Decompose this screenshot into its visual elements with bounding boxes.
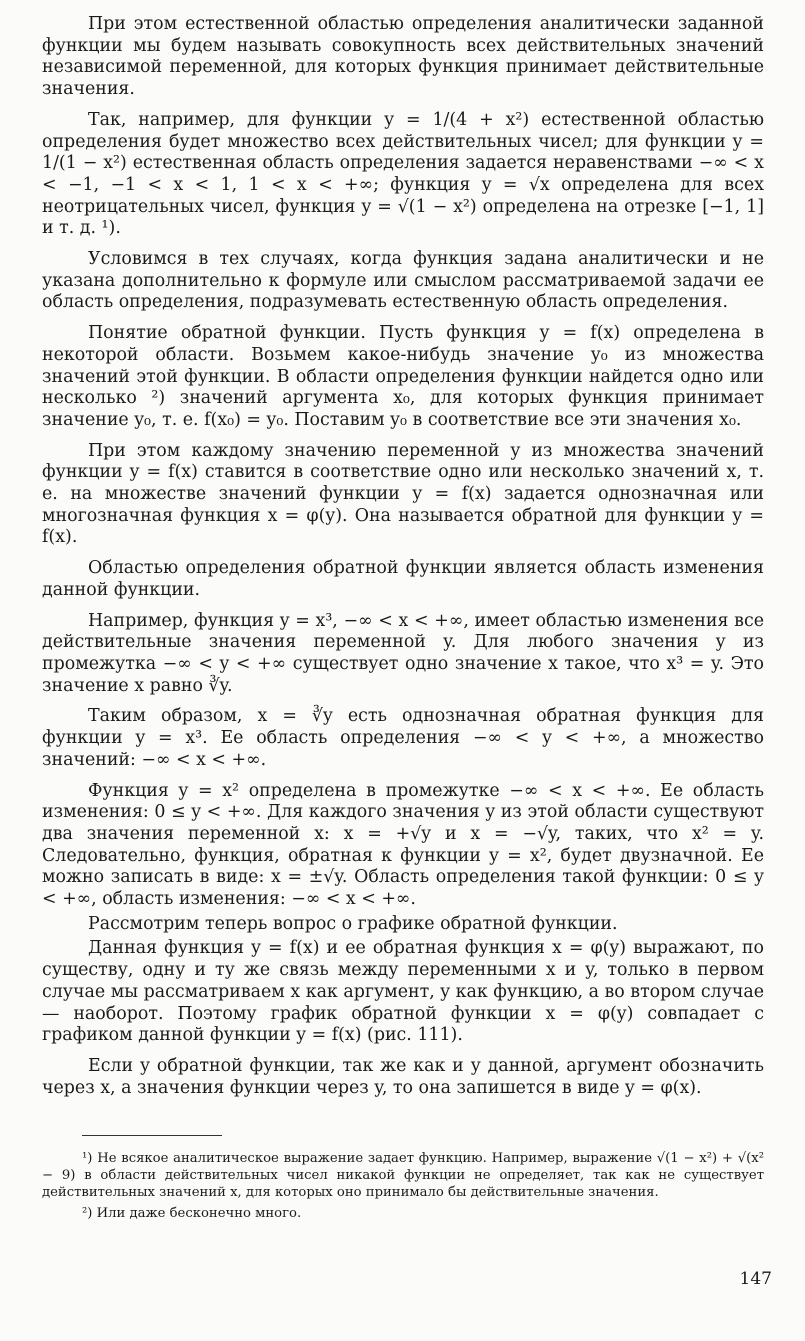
paragraph-notation: Если у обратной функции, так же как и у данной, аргумент обозначить через x, а значения функции через y, то она запишется в виде y = φ(x). bbox=[42, 1055, 764, 1098]
paragraph-inverse-function-correspondence: При этом каждому значению переменной y из множества значений функции y = f(x) ставится в соответствие одно или несколько значений x, т. е. на множестве значений функции y = f(x) задается однозначная или многозначная функция x = φ(y). Она называется обратной для функции y = f(x). bbox=[42, 440, 764, 548]
paragraph-cube-root-inverse: Таким образом, x = ∛y есть однозначная обратная функция для функции y = x³. Ее область определения −∞ < y < +∞, а множество значений: −∞ < x < +∞. bbox=[42, 706, 764, 770]
paragraph-cube-example: Например, функция y = x³, −∞ < x < +∞, имеет областью изменения все действительные значения переменной y. Для любого значения y из промежутка −∞ < y < +∞ существует одно значение x такое, что x³ = y. Это значение x равно ∛y. bbox=[42, 610, 764, 696]
paragraph-natural-domain-definition: При этом естественной областью определения аналитически заданной функции мы будем называть совокупность всех действительных значений независимой переменной, для которых функция принимает действительные значения. bbox=[42, 14, 764, 100]
footnote-divider bbox=[82, 1135, 222, 1136]
page-number: 147 bbox=[739, 1269, 772, 1289]
paragraph-inverse-function-concept: Понятие обратной функции. Пусть функция y = f(x) определена в некоторой области. Возьмем какое-нибудь значение y₀ из множества значений этой функции. В области определения функции найдется одно или несколько ²) значений аргумента x₀, для которых функция принимает значение y₀, т. е. f(x₀) = y₀. Поставим y₀ в соответствие все эти значения x₀. bbox=[42, 323, 764, 430]
paragraph-domain-examples: Так, например, для функции y = 1/(4 + x²) естественной областью определения будет множество всех действительных чисел; для функции y = 1/(1 − x²) естественная область определения задается неравенствами −∞ < x < −1, −1 < x < 1, 1 < x < +∞; функция y = √x определена для всех неотрицательных чисел, функция y = √(1 − x²) определена на отрезке [−1, 1] и т. д. ¹). bbox=[42, 109, 764, 239]
paragraph-convention: Условимся в тех случаях, когда функция задана аналитически и не указана дополнительно к формуле или смыслом рассматриваемой задачи ее область определения, подразумевать естественную область определения. bbox=[42, 249, 764, 313]
paragraph-square-example: Функция y = x² определена в промежутке −∞ < x < +∞. Ее область изменения: 0 ≤ y < +∞. Для каждого значения y из этой области существуют два значения переменной x: x = +√y и x = −√y, таких, что x² = y. Следовательно, функция, обратная к функции y = x², будет двузначной. Ее можно записать в виде: x = ±√y. Область определения такой функции: 0 ≤ y < +∞, область изменения: −∞ < x < +∞. bbox=[42, 780, 764, 910]
paragraph-inverse-domain: Областью определения обратной функции является область изменения данной функции. bbox=[42, 558, 764, 600]
paragraph-graph-coincides: Данная функция y = f(x) и ее обратная функция x = φ(y) выражают, по существу, одну и ту же связь между переменными x и y, только в первом случае мы рассматриваем x как аргумент, y как функцию, а во втором случае — наоборот. Поэтому график обратной функции x = φ(y) совпадает с графиком данной функции y = f(x) (рис. 111). bbox=[42, 938, 764, 1046]
footnote-1: ¹) Не всякое аналитическое выражение задает функцию. Например, выражение √(1 − x²) + √(x² − 9) в области действительных чисел никакой функции не определяет, так как не существует действительных значений x, для которых оно принимало бы действительные значения. bbox=[42, 1151, 764, 1200]
footnotes bbox=[42, 1135, 764, 1226]
footnote-2: ²) Или даже бесконечно много. bbox=[82, 1206, 302, 1221]
main-text bbox=[42, 14, 764, 1108]
paragraph-graph-question: Рассмотрим теперь вопрос о графике обратной функции. bbox=[88, 913, 618, 934]
